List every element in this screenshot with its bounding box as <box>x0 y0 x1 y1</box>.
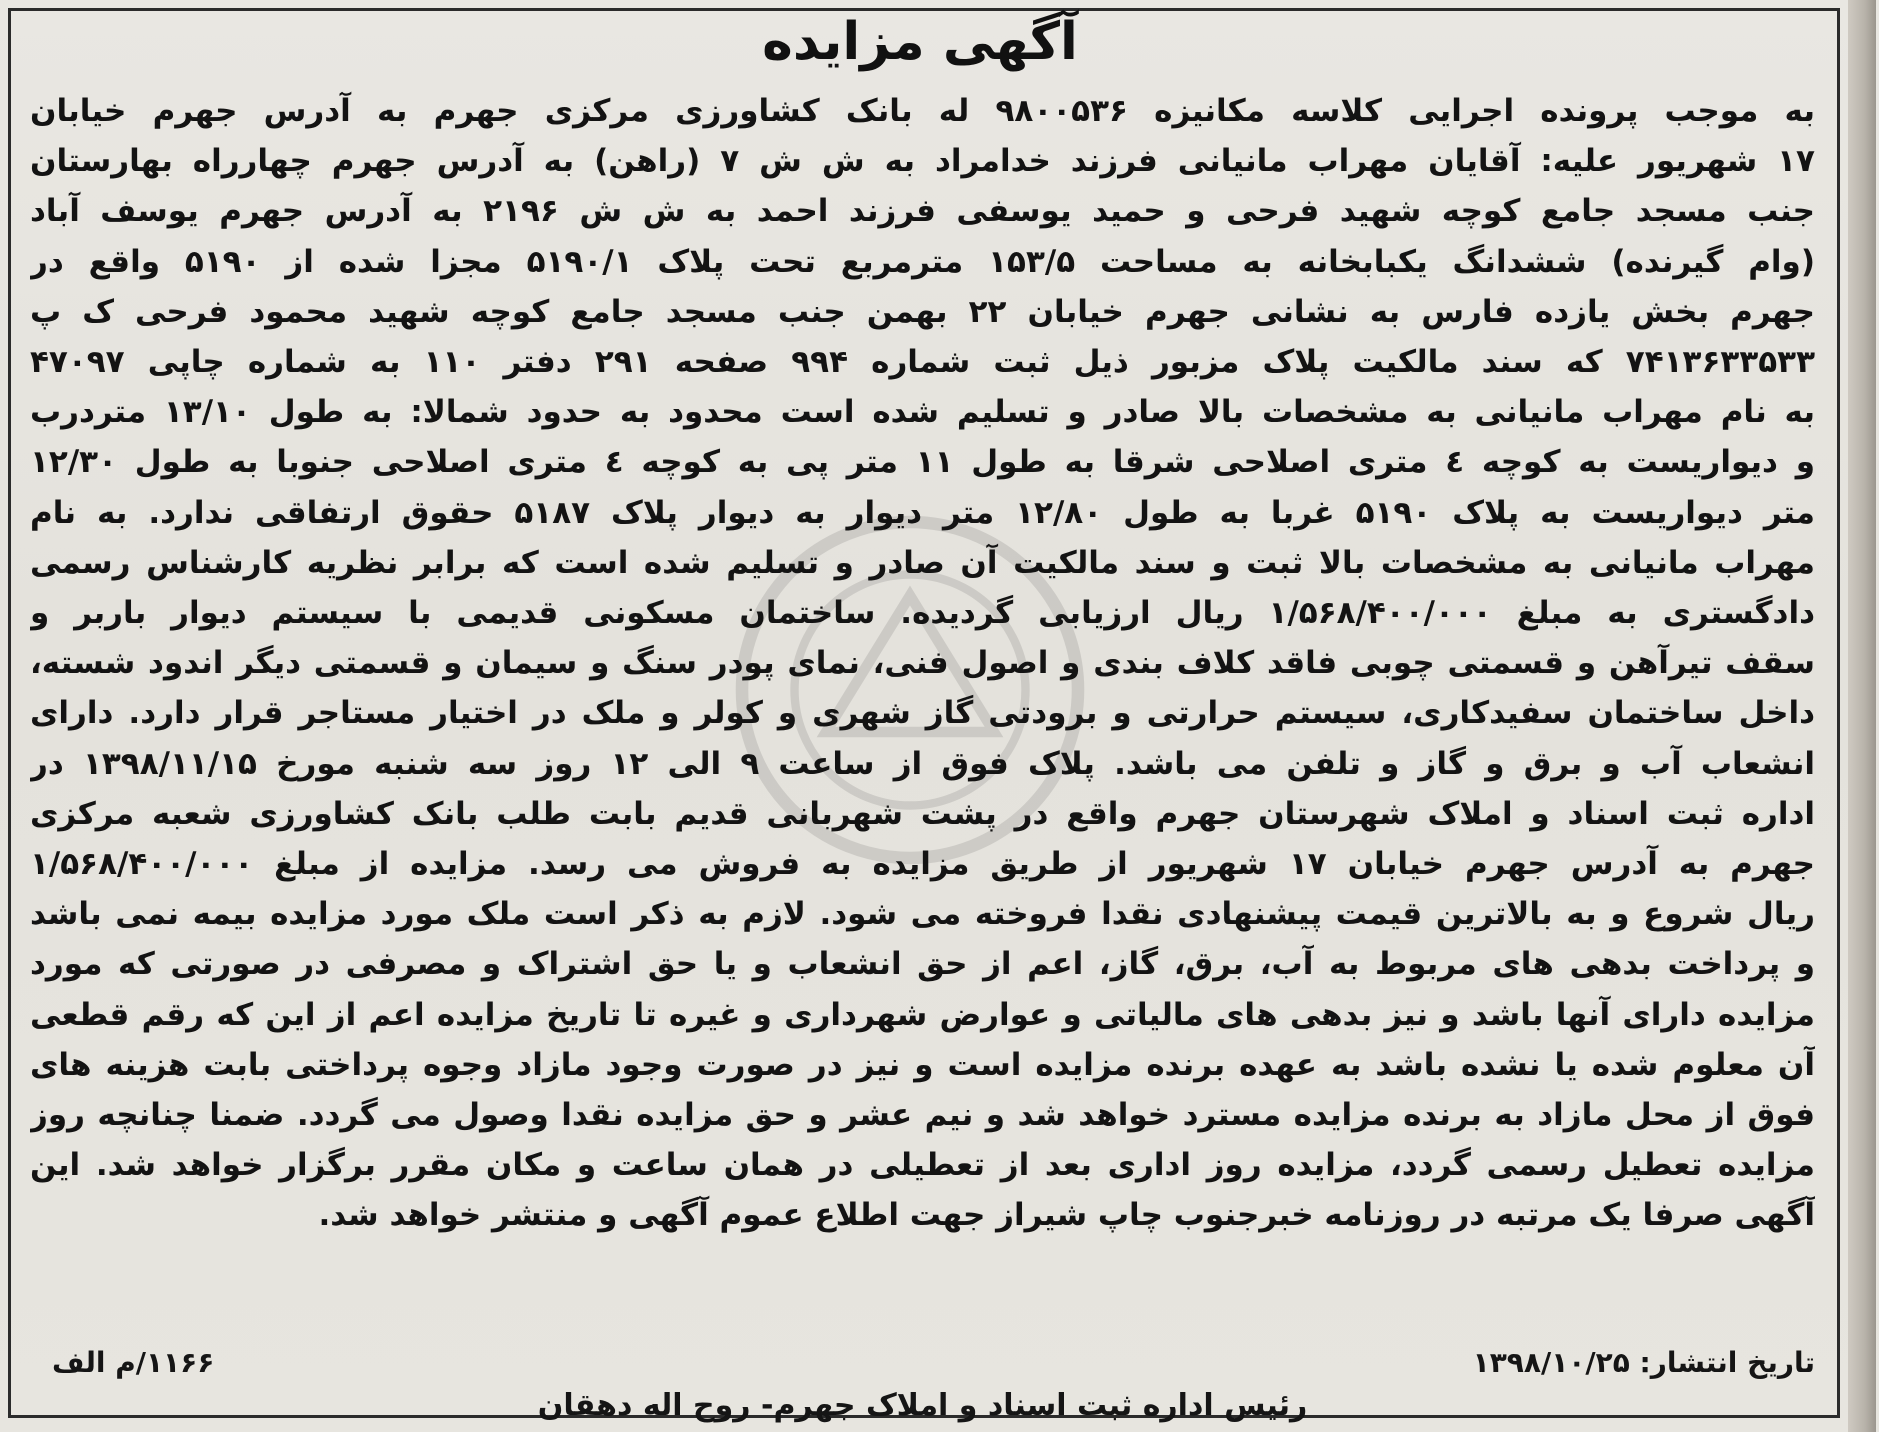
body-line: داخل ساختمان سفیدکاری، سیستم حرارتی و برودتی گاز شهری و کولر و ملک در اختیار مستاجر قرار دارد. دارای <box>30 695 1815 732</box>
reference-code: ۱۱۶۶/م الف <box>52 1346 215 1379</box>
notice-footer <box>30 1340 1815 1430</box>
body-line: آگهی صرفا یک مرتبه در روزنامه خبرجنوب چاپ شیراز جهت اطلاع عموم آگهی و منتشر خواهد شد. <box>318 1197 1815 1234</box>
notice-body <box>30 86 1815 1241</box>
notice-title: آگهی مزایده <box>762 12 1078 72</box>
body-line: سقف تیرآهن و قسمتی چوبی فاقد کلاف بندی و اصول فنی، نمای پودر سنگ و سیمان و قسمتی دیگر اندود شسته، <box>30 645 1815 682</box>
body-line: ریال شروع و به بالاترین قیمت پیشنهادی نقدا فروخته می شود. لازم به ذکر است ملک مورد مزایده بیمه نمی باشد <box>30 896 1815 933</box>
body-line: ۷۴۱۳۶۳۳۵۳۳ که سند مالکیت پلاک مزبور ذیل ثبت شماره ۹۹۴ صفحه ۲۹۱ دفتر ۱۱۰ به شماره چاپی ۴۷۰۹۷ <box>30 344 1815 381</box>
publication-date: تاریخ انتشار: ۱۳۹۸/۱۰/۲۵ <box>1472 1346 1815 1379</box>
body-line: مزایده تعطیل رسمی گردد، مزایده روز اداری بعد از تعطیلی در همان ساعت و مکان مقرر برگزار خواهد شد. این <box>30 1147 1815 1184</box>
signature: رئیس اداره ثبت اسناد و املاک جهرم- روح اله دهقان <box>537 1388 1308 1423</box>
body-line: (وام گیرنده) ششدانگ یکبابخانه به مساحت ۱۵۳/۵ مترمربع تحت پلاک ۵۱۹۰/۱ مجزا شده از ۵۱۹۰ واقع در <box>30 243 1815 280</box>
body-line: اداره ثبت اسناد و املاک شهرستان جهرم واقع در پشت شهربانی قدیم بابت طلب بانک کشاورزی شعبه مرکزی <box>30 795 1815 832</box>
body-line: جهرم به آدرس جهرم خیابان ۱۷ شهریور از طریق مزایده به فروش می رسد. مزایده از مبلغ ۱/۵۶۸/۴۰۰/۰۰۰ <box>30 846 1815 883</box>
body-line: به نام مهراب مانیانی به مشخصات بالا صادر و تسلیم شده است محدود به حدود شمالا: به طول ۱۳/۱۰ متردرب <box>30 394 1815 431</box>
body-line: متر دیواریست به پلاک ۵۱۹۰ غربا به طول ۱۲/۸۰ متر دیوار به دیوار پلاک ۵۱۸۷ حقوق ارتفاقی ندارد. به نام <box>30 494 1815 531</box>
body-line: به موجب پرونده اجرایی کلاسه مکانیزه ۹۸۰۰۵۳۶ له بانک کشاورزی مرکزی جهرم به آدرس جهرم خیابان <box>30 93 1815 129</box>
page-edge-shadow <box>1848 0 1876 1432</box>
body-line: جهرم بخش یازده فارس به نشانی جهرم خیابان ۲۲ بهمن جنب مسجد جامع کوچه شهید محمود فرحی ک پ <box>30 293 1815 330</box>
body-line: انشعاب آب و برق و گاز و تلفن می باشد. پلاک فوق از ساعت ۹ الی ۱۲ روز سه شنبه مورخ ۱۳۹۸/۱۱/۱۵ در <box>30 745 1815 782</box>
body-line: ۱۷ شهریور علیه: آقایان مهراب مانیانی فرزند خدامراد به ش ش ۷ (راهن) به آدرس جهرم چهارراه بهارستان <box>30 143 1815 180</box>
body-line: فوق از محل مازاد به برنده مزایده مسترد خواهد شد و نیم عشر و حق مزایده نقدا وصول می گردد. ضمنا چنانچه روز <box>30 1097 1815 1134</box>
body-line: دادگستری به مبلغ ۱/۵۶۸/۴۰۰/۰۰۰ ریال ارزیابی گردیده. ساختمان مسکونی قدیمی با سیستم دیوار باربر و <box>30 595 1815 632</box>
body-line: مزایده دارای آنها باشد و نیز بدهی های مالیاتی و عوارض شهرداری و غیره تا تاریخ مزایده اعم از این که رقم قطعی <box>30 996 1815 1033</box>
body-line: جنب مسجد جامع کوچه شهید فرحی و حمید یوسفی فرزند احمد به ش ش ۲۱۹۶ به آدرس جهرم یوسف آباد <box>30 193 1815 230</box>
body-line: و دیواریست به کوچه ٤ متری اصلاحی شرقا به طول ۱۱ متر پی به کوچه ٤ متری اصلاحی جنوبا به طول ۱۲/۳۰ <box>30 444 1815 481</box>
body-line: مهراب مانیانی به مشخصات بالا ثبت و سند مالکیت آن صادر و تسلیم شده است که برابر نظریه کارشناس رسمی <box>30 544 1815 581</box>
body-line: و پرداخت بدهی های مربوط به آب، برق، گاز، اعم از حق انشعاب و یا حق اشتراک و مصرفی در صورتی که مورد <box>30 946 1815 983</box>
body-line: آن معلوم شده یا نشده باشد به عهده برنده مزایده است و نیز در صورت وجود مازاد وجوه پرداختی بابت هزینه های <box>30 1046 1815 1083</box>
